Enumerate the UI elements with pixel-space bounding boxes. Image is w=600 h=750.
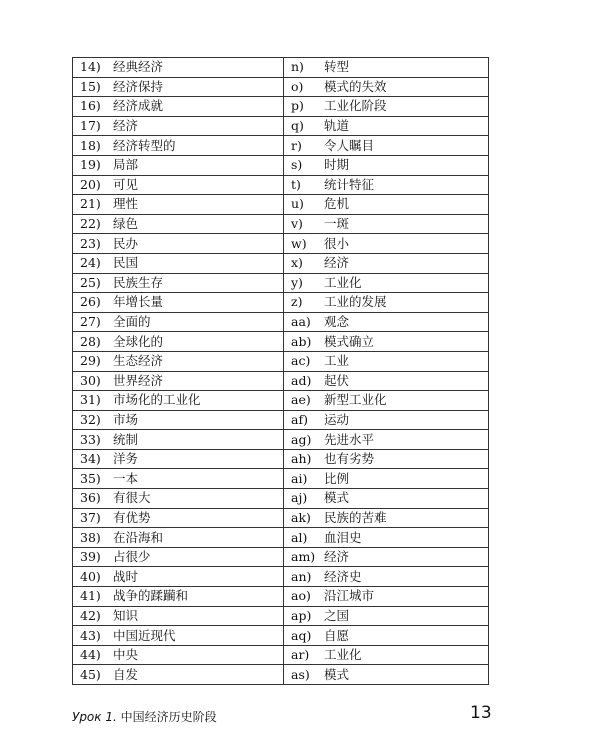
left-term-text: 经济: [113, 118, 139, 134]
table-row: [73, 136, 489, 156]
table-row: [73, 626, 489, 646]
left-term-text: 一本: [113, 470, 139, 486]
left-term-number: 17): [80, 118, 101, 134]
left-term-number: 43): [80, 627, 101, 643]
right-term-cell: [284, 587, 489, 607]
table-row: [73, 645, 489, 665]
left-term-cell: [73, 97, 284, 117]
left-term-text: 生态经济: [113, 353, 164, 369]
left-term-number: 19): [80, 157, 101, 173]
left-term-number: 24): [80, 255, 101, 271]
left-term-cell: [73, 430, 284, 450]
right-term-cell: [284, 136, 489, 156]
right-term-number: t): [291, 176, 301, 192]
right-term-cell: [284, 567, 489, 587]
left-term-cell: [73, 606, 284, 626]
left-term-number: 40): [80, 568, 101, 584]
right-term-number: ab): [291, 333, 312, 349]
table-row: [73, 253, 489, 273]
table-row: [73, 273, 489, 293]
left-term-number: 18): [80, 137, 101, 153]
left-term-number: 32): [80, 411, 101, 427]
right-term-text: 自愿: [324, 627, 350, 643]
table-row: [73, 195, 489, 215]
right-term-cell: [284, 273, 489, 293]
right-term-number: u): [291, 196, 304, 212]
left-term-number: 27): [80, 314, 101, 330]
table-row: [73, 528, 489, 548]
left-term-text: 民国: [113, 255, 139, 271]
table-row: [73, 312, 489, 332]
right-term-number: w): [291, 235, 307, 251]
left-term-cell: [73, 567, 284, 587]
right-term-text: 转型: [324, 59, 350, 75]
table-row: [73, 430, 489, 450]
table-row: [73, 469, 489, 489]
left-term-cell: [73, 665, 284, 685]
right-term-text: 工业化: [324, 274, 362, 290]
right-term-cell: [284, 351, 489, 371]
right-term-number: aq): [291, 627, 312, 643]
right-term-cell: [284, 508, 489, 528]
right-term-cell: [284, 645, 489, 665]
left-term-number: 15): [80, 78, 101, 94]
right-term-text: 先进水平: [324, 431, 375, 447]
left-term-cell: [73, 351, 284, 371]
right-term-cell: [284, 175, 489, 195]
left-term-text: 理性: [113, 196, 139, 212]
right-term-cell: [284, 626, 489, 646]
left-term-number: 36): [80, 490, 101, 506]
left-term-text: 战时: [113, 568, 139, 584]
left-term-text: 全球化的: [113, 333, 164, 349]
table-row: [73, 489, 489, 509]
right-term-text: 很小: [324, 235, 350, 251]
left-term-cell: [73, 547, 284, 567]
left-term-number: 26): [80, 294, 101, 310]
right-term-cell: [284, 293, 489, 313]
left-term-number: 35): [80, 470, 101, 486]
right-term-text: 轨道: [324, 118, 350, 134]
right-term-number: ai): [291, 470, 308, 486]
table-row: [73, 410, 489, 430]
left-term-cell: [73, 449, 284, 469]
table-row: [73, 547, 489, 567]
right-term-text: 沿江城市: [324, 588, 375, 604]
right-term-number: ac): [291, 353, 311, 369]
left-term-cell: [73, 116, 284, 136]
right-term-cell: [284, 77, 489, 97]
left-term-cell: [73, 312, 284, 332]
page-number: 13: [470, 703, 492, 723]
left-term-cell: [73, 469, 284, 489]
left-term-cell: [73, 155, 284, 175]
left-term-text: 自发: [113, 666, 139, 682]
left-term-number: 25): [80, 274, 101, 290]
left-term-text: 知识: [113, 607, 139, 623]
right-term-cell: [284, 449, 489, 469]
right-term-text: 运动: [324, 411, 350, 427]
right-term-number: aj): [291, 490, 308, 506]
left-term-text: 占很少: [113, 549, 151, 565]
right-term-text: 模式: [324, 666, 350, 682]
right-term-text: 时期: [324, 157, 350, 173]
right-term-text: 新型工业化: [324, 392, 387, 408]
table-row: [73, 587, 489, 607]
right-term-text: 经济: [324, 549, 350, 565]
right-term-number: y): [291, 274, 303, 290]
left-term-text: 全面的: [113, 314, 151, 330]
right-term-cell: [284, 606, 489, 626]
right-term-text: 之国: [324, 607, 350, 623]
left-term-text: 有优势: [113, 509, 151, 525]
table-row: [73, 508, 489, 528]
left-term-cell: [73, 136, 284, 156]
left-term-text: 统制: [113, 431, 139, 447]
right-term-number: p): [291, 98, 304, 114]
left-term-text: 洋务: [113, 451, 139, 467]
right-term-text: 令人瞩目: [324, 137, 375, 153]
right-term-number: n): [291, 59, 304, 75]
left-term-text: 年增长量: [113, 294, 164, 310]
left-term-number: 22): [80, 216, 101, 232]
right-term-text: 工业: [324, 353, 350, 369]
right-term-cell: [284, 371, 489, 391]
right-term-number: s): [291, 157, 303, 173]
right-term-text: 统计特征: [324, 176, 375, 192]
right-term-cell: [284, 528, 489, 548]
left-term-number: 16): [80, 98, 101, 114]
left-term-cell: [73, 253, 284, 273]
right-term-number: al): [291, 529, 308, 545]
left-term-cell: [73, 371, 284, 391]
right-term-number: ar): [291, 647, 310, 663]
left-term-text: 市场: [113, 411, 139, 427]
right-term-text: 工业化: [324, 647, 362, 663]
left-term-cell: [73, 410, 284, 430]
left-term-cell: [73, 175, 284, 195]
right-term-cell: [284, 391, 489, 411]
left-term-number: 31): [80, 392, 101, 408]
right-term-cell: [284, 665, 489, 685]
right-term-text: 经济: [324, 255, 350, 271]
left-term-number: 20): [80, 176, 101, 192]
right-term-cell: [284, 469, 489, 489]
left-term-cell: [73, 587, 284, 607]
left-term-cell: [73, 645, 284, 665]
table-row: [73, 351, 489, 371]
right-term-number: r): [291, 137, 302, 153]
right-term-text: 经济史: [324, 568, 362, 584]
left-term-cell: [73, 273, 284, 293]
left-term-text: 民办: [113, 235, 139, 251]
table-row: [73, 391, 489, 411]
right-term-number: af): [291, 411, 308, 427]
footer-lesson-title: [72, 708, 217, 725]
right-term-cell: [284, 489, 489, 509]
left-term-cell: [73, 391, 284, 411]
left-term-text: 市场化的工业化: [113, 392, 201, 408]
right-term-text: 一斑: [324, 216, 350, 232]
table-row: [73, 58, 489, 78]
right-term-text: 比例: [324, 470, 350, 486]
left-term-cell: [73, 626, 284, 646]
left-term-number: 28): [80, 333, 101, 349]
lesson-label: Урок 1.: [72, 710, 117, 724]
table-row: [73, 293, 489, 313]
right-term-number: q): [291, 118, 304, 134]
left-term-cell: [73, 77, 284, 97]
left-term-cell: [73, 214, 284, 234]
right-term-number: ag): [291, 431, 312, 447]
left-term-number: 23): [80, 235, 101, 251]
right-term-text: 模式确立: [324, 333, 375, 349]
table-row: [73, 155, 489, 175]
right-term-number: v): [291, 216, 303, 232]
left-term-number: 44): [80, 647, 101, 663]
left-term-number: 29): [80, 353, 101, 369]
left-term-number: 38): [80, 529, 101, 545]
right-term-number: am): [291, 549, 316, 565]
table-row: [73, 234, 489, 254]
left-term-cell: [73, 489, 284, 509]
table-row: [73, 567, 489, 587]
left-term-number: 37): [80, 509, 101, 525]
left-term-text: 在沿海和: [113, 529, 164, 545]
left-term-number: 33): [80, 431, 101, 447]
left-term-text: 民族生存: [113, 274, 164, 290]
right-term-text: 起伏: [324, 372, 350, 388]
right-term-cell: [284, 155, 489, 175]
left-term-number: 42): [80, 607, 101, 623]
right-term-cell: [284, 410, 489, 430]
left-term-text: 经济转型的: [113, 137, 176, 153]
right-term-number: ad): [291, 372, 312, 388]
matching-table: [72, 57, 489, 685]
right-term-cell: [284, 430, 489, 450]
left-term-number: 45): [80, 666, 101, 682]
right-term-number: an): [291, 568, 312, 584]
right-term-number: ap): [291, 607, 312, 623]
left-term-text: 经济成就: [113, 98, 164, 114]
right-term-text: 模式的失效: [324, 78, 387, 94]
right-term-number: aa): [291, 314, 311, 330]
right-term-cell: [284, 58, 489, 78]
right-term-text: 工业的发展: [324, 294, 387, 310]
left-term-cell: [73, 293, 284, 313]
table-row: [73, 175, 489, 195]
right-term-text: 工业化阶段: [324, 98, 387, 114]
left-term-text: 有很大: [113, 490, 151, 506]
left-term-cell: [73, 508, 284, 528]
left-term-cell: [73, 58, 284, 78]
table-row: [73, 116, 489, 136]
left-term-text: 中央: [113, 647, 139, 663]
left-term-number: 39): [80, 549, 101, 565]
right-term-number: z): [291, 294, 303, 310]
right-term-cell: [284, 214, 489, 234]
table-row: [73, 97, 489, 117]
left-term-text: 中国近现代: [113, 627, 176, 643]
left-term-text: 经济保持: [113, 78, 164, 94]
left-term-text: 可见: [113, 176, 139, 192]
right-term-cell: [284, 253, 489, 273]
left-term-text: 绿色: [113, 216, 139, 232]
left-term-number: 21): [80, 196, 101, 212]
right-term-number: as): [291, 666, 310, 682]
right-term-text: 民族的苦难: [324, 509, 387, 525]
right-term-number: ao): [291, 588, 311, 604]
left-term-number: 34): [80, 451, 101, 467]
table-body: [73, 58, 489, 685]
right-term-text: 危机: [324, 196, 350, 212]
left-term-cell: [73, 332, 284, 352]
right-term-cell: [284, 332, 489, 352]
left-term-cell: [73, 234, 284, 254]
right-term-cell: [284, 97, 489, 117]
table-row: [73, 606, 489, 626]
right-term-cell: [284, 195, 489, 215]
left-term-text: 战争的蹂躏和: [113, 588, 189, 604]
left-term-text: 局部: [113, 157, 139, 173]
left-term-text: 经典经济: [113, 59, 164, 75]
right-term-number: o): [291, 78, 304, 94]
right-term-cell: [284, 312, 489, 332]
right-term-text: 血泪史: [324, 529, 362, 545]
right-term-cell: [284, 547, 489, 567]
left-term-text: 世界经济: [113, 372, 164, 388]
table-row: [73, 77, 489, 97]
table-row: [73, 214, 489, 234]
right-term-cell: [284, 234, 489, 254]
right-term-number: ah): [291, 451, 312, 467]
left-term-cell: [73, 195, 284, 215]
table-row: [73, 371, 489, 391]
right-term-text: 也有劣势: [324, 451, 375, 467]
right-term-number: ae): [291, 392, 311, 408]
right-term-number: ak): [291, 509, 311, 525]
right-term-cell: [284, 116, 489, 136]
left-term-cell: [73, 528, 284, 548]
table-row: [73, 449, 489, 469]
left-term-number: 41): [80, 588, 101, 604]
table-row: [73, 332, 489, 352]
table-row: [73, 665, 489, 685]
chapter-title: 中国经济历史阶段: [120, 710, 217, 724]
left-term-number: 14): [80, 59, 101, 75]
left-term-number: 30): [80, 372, 101, 388]
right-term-text: 模式: [324, 490, 350, 506]
right-term-number: x): [291, 255, 303, 271]
right-term-text: 观念: [324, 314, 350, 330]
